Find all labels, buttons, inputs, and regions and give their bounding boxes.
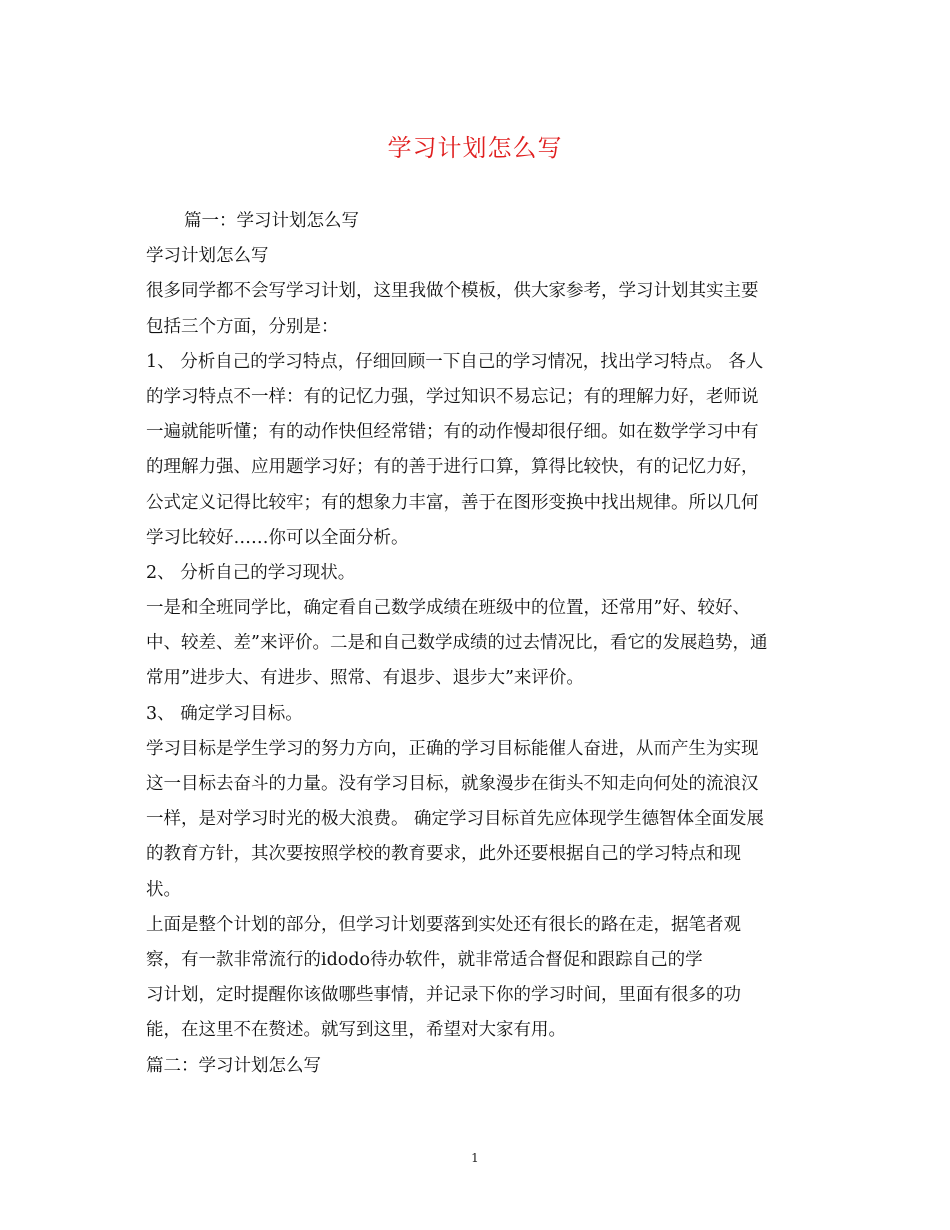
paragraph-line: 这一目标去奋斗的力量。没有学习目标，就象漫步在街头不知走向何处的流浪汉: [146, 774, 759, 794]
paragraph-line: 很多同学都不会写学习计划，这里我做个模板，供大家参考，学习计划其实主要: [146, 281, 759, 302]
paragraph-line: 中、较差、差”来评价。二是和自己数学成绩的过去情况比，看它的发展趋势，通: [146, 633, 768, 654]
paragraph-line: 1、 分析自己的学习特点，仔细回顾一下自己的学习情况，找出学习特点。 各人: [146, 351, 764, 372]
paragraph-line: 公式定义记得比较牢；有的想象力丰富，善于在图形变换中找出规律。所以几何: [146, 492, 759, 513]
paragraph-line: 包括三个方面，分别是：: [146, 316, 339, 337]
paragraph-line: 2、 分析自己的学习现状。: [146, 562, 356, 583]
paragraph-line: 常用”进步大、有进步、照常、有退步、退步大”来评价。: [146, 668, 584, 689]
paragraph-line: 的理解力强、应用题学习好；有的善于进行口算，算得比较快，有的记忆力好，: [146, 457, 759, 478]
paragraph-line: 一遍就能听懂；有的动作快但经常错；有的动作慢却很仔细。如在数学学习中有: [146, 422, 759, 443]
paragraph-line: 能，在这里不在赘述。就写到这里，希望对大家有用。: [146, 1020, 566, 1041]
paragraph-line: 学习计划怎么写: [146, 246, 269, 267]
paragraph-line: 一是和全班同学比，确定看自己数学成绩在班级中的位置，还常用”好、较好、: [146, 598, 750, 619]
section-heading-2: 篇二：学习计划怎么写: [146, 1055, 321, 1076]
document-title: 学习计划怎么写: [387, 134, 563, 162]
paragraph-line: 上面是整个计划的部分，但学习计划要落到实处还有很长的路在走，据笔者观: [146, 914, 741, 935]
document-body: [146, 204, 816, 1084]
paragraph-line: 3、 确定学习目标。: [146, 703, 303, 724]
paragraph-line: 习计划，定时提醒你该做哪些事情，并记录下你的学习时间，里面有很多的功: [146, 985, 741, 1006]
paragraph-line: 学习比较好……你可以全面分析。: [146, 527, 409, 548]
page-number: 1: [471, 1151, 479, 1165]
paragraph-line: 一样，是对学习时光的极大浪费。 确定学习目标首先应体现学生德智体全面发展: [146, 809, 765, 830]
paragraph-line: 状。: [146, 879, 181, 900]
paragraph-line: 察，有一款非常流行的idodo待办软件，就非常适合督促和跟踪自己的学: [146, 949, 703, 970]
section-heading-1: 篇一：学习计划怎么写: [184, 211, 359, 231]
paragraph-line: 的教育方针，其次要按照学校的教育要求，此外还要根据自己的学习特点和现: [146, 844, 741, 865]
paragraph-line: 的学习特点不一样：有的记忆力强，学过知识不易忘记；有的理解力好，老师说: [146, 386, 759, 407]
paragraph-line: 学习目标是学生学习的努力方向，正确的学习目标能催人奋进，从而产生为实现: [146, 738, 759, 759]
